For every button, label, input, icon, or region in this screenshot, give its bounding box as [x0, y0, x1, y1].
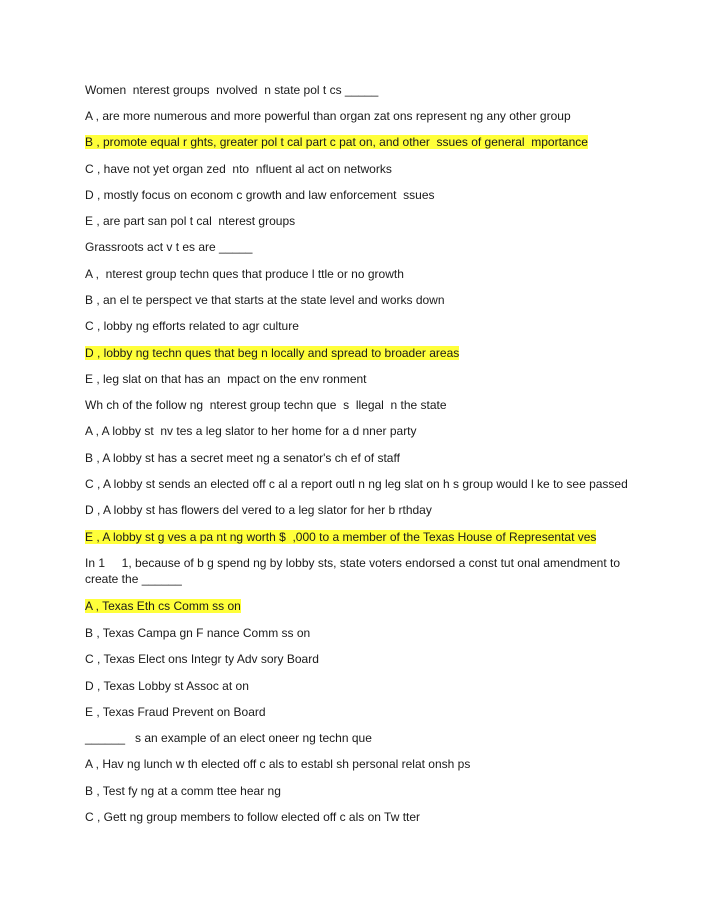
option-text: E , Texas Fraud Prevent on Board: [85, 705, 266, 719]
question-1-option-d: [85, 187, 435, 203]
question-2-option-b: [85, 292, 445, 308]
option-text: C , Texas Elect ons Integr ty Adv sory Board: [85, 652, 319, 666]
question-5-option-a: [85, 756, 470, 772]
option-text: B , Test fy ng at a comm ttee hear ng: [85, 784, 281, 798]
question-4-option-a: [85, 598, 241, 614]
option-text: E , leg slat on that has an mpact on the env ronment: [85, 372, 367, 386]
question-4-option-d: [85, 678, 249, 694]
question-2-option-c: [85, 318, 299, 334]
question-2-text: Grassroots act v t es are _____: [85, 240, 253, 254]
option-text: A , A lobby st nv tes a leg slator to her home for a d nner party: [85, 424, 417, 438]
highlighted-answer: E , A lobby st g ves a pa nt ng worth $ ,000 to a member of the Texas House of Representat ves: [85, 530, 597, 544]
question-3-option-c: [85, 476, 628, 492]
question-4-text: In 1 1, because of b g spend ng by lobby sts, state voters endorsed a const tut onal amendment to create the ______: [85, 556, 624, 586]
option-text: D , Texas Lobby st Assoc at on: [85, 679, 249, 693]
option-text: B , an el te perspect ve that starts at the state level and works down: [85, 293, 445, 307]
question-2-option-e: [85, 371, 367, 387]
question-4-option-c: [85, 651, 319, 667]
highlighted-answer: D , lobby ng techn ques that beg n locally and spread to broader areas: [85, 346, 460, 360]
question-5-option-c: [85, 809, 420, 825]
question-1-option-a: [85, 108, 571, 124]
question-2-option-a: [85, 266, 404, 282]
question-4-option-b: [85, 625, 310, 641]
question-5-option-b: [85, 783, 281, 799]
question-3: [85, 397, 447, 413]
question-1-option-e: [85, 213, 295, 229]
question-1-option-c: [85, 161, 392, 177]
question-1-option-b: [85, 134, 588, 150]
question-4: [85, 555, 625, 587]
question-5-text: ______ s an example of an elect oneer ng techn que: [85, 731, 372, 745]
highlighted-answer: A , Texas Eth cs Comm ss on: [85, 599, 241, 613]
option-text: A , are more numerous and more powerful than organ zat ons represent ng any other group: [85, 109, 571, 123]
question-4-option-e: [85, 704, 266, 720]
question-5: [85, 730, 372, 746]
option-text: B , Texas Campa gn F nance Comm ss on: [85, 626, 311, 640]
option-text: E , are part san pol t cal nterest groups: [85, 214, 296, 228]
option-text: B , A lobby st has a secret meet ng a senator's ch ef of staff: [85, 451, 400, 465]
question-3-option-e: [85, 529, 596, 545]
option-text: C , Gett ng group members to follow elected off c als on Tw tter: [85, 810, 421, 824]
question-3-option-b: [85, 450, 400, 466]
question-1-text: Women nterest groups nvolved n state pol t cs _____: [85, 83, 379, 97]
option-text: C , A lobby st sends an elected off c al a report outl n ng leg slat on h s group would l ke to see passed: [85, 477, 628, 491]
question-3-option-a: [85, 423, 417, 439]
question-3-option-d: [85, 502, 432, 518]
question-3-text: Wh ch of the follow ng nterest group techn que s llegal n the state: [85, 398, 447, 412]
highlighted-answer: B , promote equal r ghts, greater pol t cal part c pat on, and other ssues of general mportance: [85, 135, 588, 149]
question-2-option-d: [85, 345, 459, 361]
option-text: C , have not yet organ zed nto nfluent al act on networks: [85, 162, 392, 176]
option-text: D , A lobby st has flowers del vered to a leg slator for her b rthday: [85, 503, 432, 517]
option-text: A , nterest group techn ques that produce l ttle or no growth: [85, 267, 404, 281]
option-text: A , Hav ng lunch w th elected off c als to establ sh personal relat onsh ps: [85, 757, 471, 771]
question-1: [85, 82, 378, 98]
option-text: C , lobby ng efforts related to agr culture: [85, 319, 299, 333]
option-text: D , mostly focus on econom c growth and law enforcement ssues: [85, 188, 435, 202]
question-2: [85, 239, 252, 255]
